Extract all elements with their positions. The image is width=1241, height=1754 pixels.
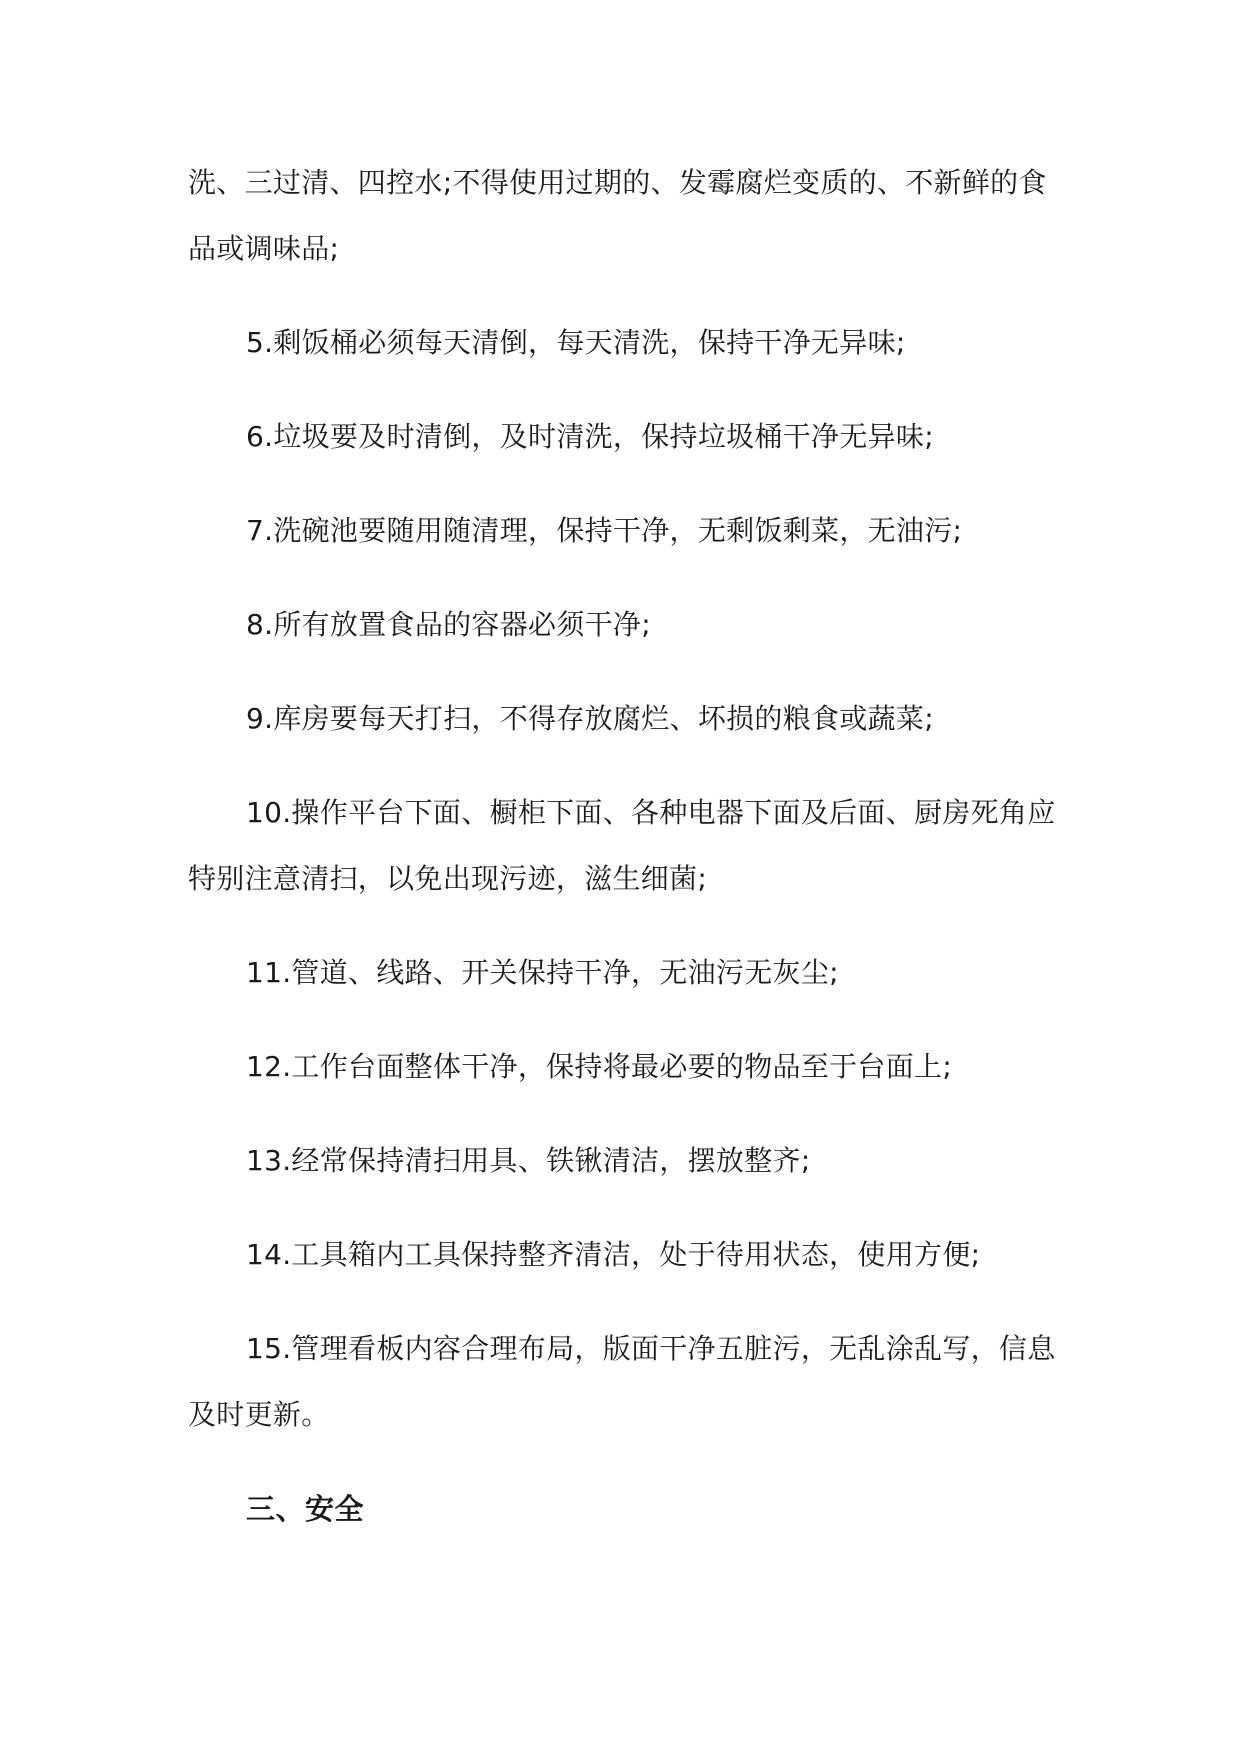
paragraph-item-15: 15.管理看板内容合理布局，版面干净五脏污，无乱涂乱写，信息及时更新。 (188, 1332, 1056, 1431)
paragraph-item-5: 5.剩饭桶必须每天清倒，每天清洗，保持干净无异味; (246, 326, 906, 359)
paragraph-continuation: 洗、三过清、四控水;不得使用过期的、发霉腐烂变质的、不新鲜的食品或调味品; (188, 166, 1047, 265)
paragraph-item-7: 7.洗碗池要随用随清理，保持干净，无剩饭剩菜，无油污; (246, 514, 963, 547)
paragraph-item-10: 10.操作平台下面、橱柜下面、各种电器下面及后面、厨房死角应特别注意清扫，以免出现污迹，滋生细菌; (188, 796, 1056, 895)
paragraph-item-9: 9.库房要每天打扫，不得存放腐烂、坏损的粮食或蔬菜; (246, 702, 934, 735)
document-body (188, 150, 1058, 1542)
paragraph-item-8: 8.所有放置食品的容器必须干净; (246, 608, 651, 641)
paragraph-item-14: 14.工具箱内工具保持整齐清洁，处于待用状态，使用方便; (246, 1238, 981, 1271)
paragraph-item-12: 12.工作台面整体干净，保持将最必要的物品至于台面上; (246, 1050, 953, 1083)
section-heading-safety: 三、安全 (246, 1492, 365, 1526)
paragraph-item-13: 13.经常保持清扫用具、铁锹清洁，摆放整齐; (246, 1144, 811, 1177)
paragraph-item-11: 11.管道、线路、开关保持干净，无油污无灰尘; (246, 956, 839, 989)
paragraph-item-6: 6.垃圾要及时清倒，及时清洗，保持垃圾桶干净无异味; (246, 420, 934, 453)
